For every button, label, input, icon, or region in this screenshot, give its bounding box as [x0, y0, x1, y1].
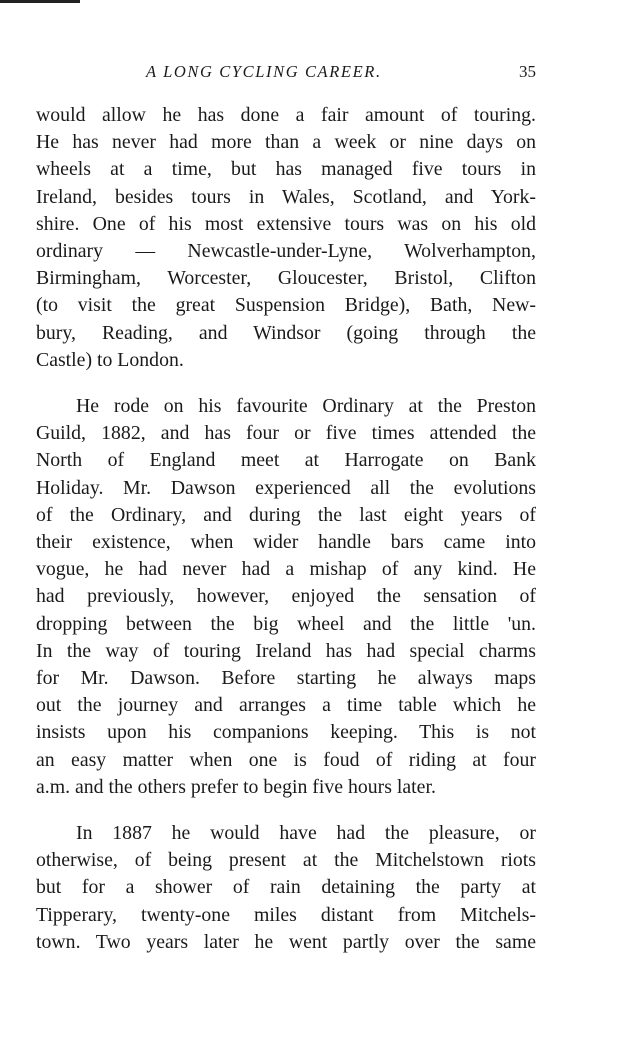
text-line: ordinary — Newcastle-under-Lyne, Wolverhampton, [36, 240, 536, 263]
paragraph-2 [36, 393, 536, 801]
text-line: vogue, he had never had a mishap of any kind. He [36, 558, 536, 581]
text-line: Ireland, besides tours in Wales, Scotland, and York- [36, 185, 536, 208]
text-line: North of England meet at Harrogate on Bank [36, 449, 536, 472]
text-line: a.m. and the others prefer to begin five hours later. [36, 775, 436, 798]
text-line: In the way of touring Ireland has had special charms [36, 639, 536, 662]
text-line: their existence, when wider handle bars came into [36, 531, 536, 554]
text-line: shire. One of his most extensive tours was on his old [36, 212, 536, 235]
body-text [36, 102, 536, 956]
text-line: wheels at a time, but has managed five tours in [36, 158, 536, 181]
paragraph-1 [36, 102, 536, 374]
running-head [36, 62, 536, 88]
text-line: town. Two years later he went partly over the same [36, 930, 536, 953]
text-line: but for a shower of rain detaining the party at [36, 876, 536, 899]
text-line: otherwise, of being present at the Mitchelstown riots [36, 849, 536, 872]
text-line: (to visit the great Suspension Bridge), Bath, New- [36, 294, 536, 317]
scan-edge-mark [0, 0, 80, 3]
text-line: Birmingham, Worcester, Gloucester, Bristol, Clifton [36, 267, 536, 290]
running-title: A LONG CYCLING CAREER. [146, 62, 382, 81]
paragraph-3 [36, 820, 536, 956]
text-line: would allow he has done a fair amount of touring. [36, 104, 536, 126]
text-line: of the Ordinary, and during the last eight years of [36, 503, 536, 526]
text-line: He rode on his favourite Ordinary at the Preston [76, 395, 536, 418]
page-number: 35 [519, 62, 536, 81]
text-line: bury, Reading, and Windsor (going through the [36, 321, 536, 344]
text-line: dropping between the big wheel and the little 'un. [36, 612, 536, 635]
text-line: In 1887 he would have had the pleasure, or [76, 822, 536, 845]
text-line: an easy matter when one is foud of riding at four [36, 748, 536, 771]
text-line: Guild, 1882, and has four or five times attended the [36, 422, 536, 445]
text-line: out the journey and arranges a time table which he [36, 694, 536, 717]
text-line: Castle) to London. [36, 348, 184, 371]
text-line: Holiday. Mr. Dawson experienced all the evolutions [36, 476, 536, 499]
text-line: He has never had more than a week or nine days on [36, 131, 536, 154]
text-line: Tipperary, twenty-one miles distant from Mitchels- [36, 903, 536, 926]
text-line: insists upon his companions keeping. This is not [36, 721, 536, 744]
text-line: for Mr. Dawson. Before starting he always maps [36, 667, 536, 690]
text-line: had previously, however, enjoyed the sensation of [36, 585, 536, 608]
